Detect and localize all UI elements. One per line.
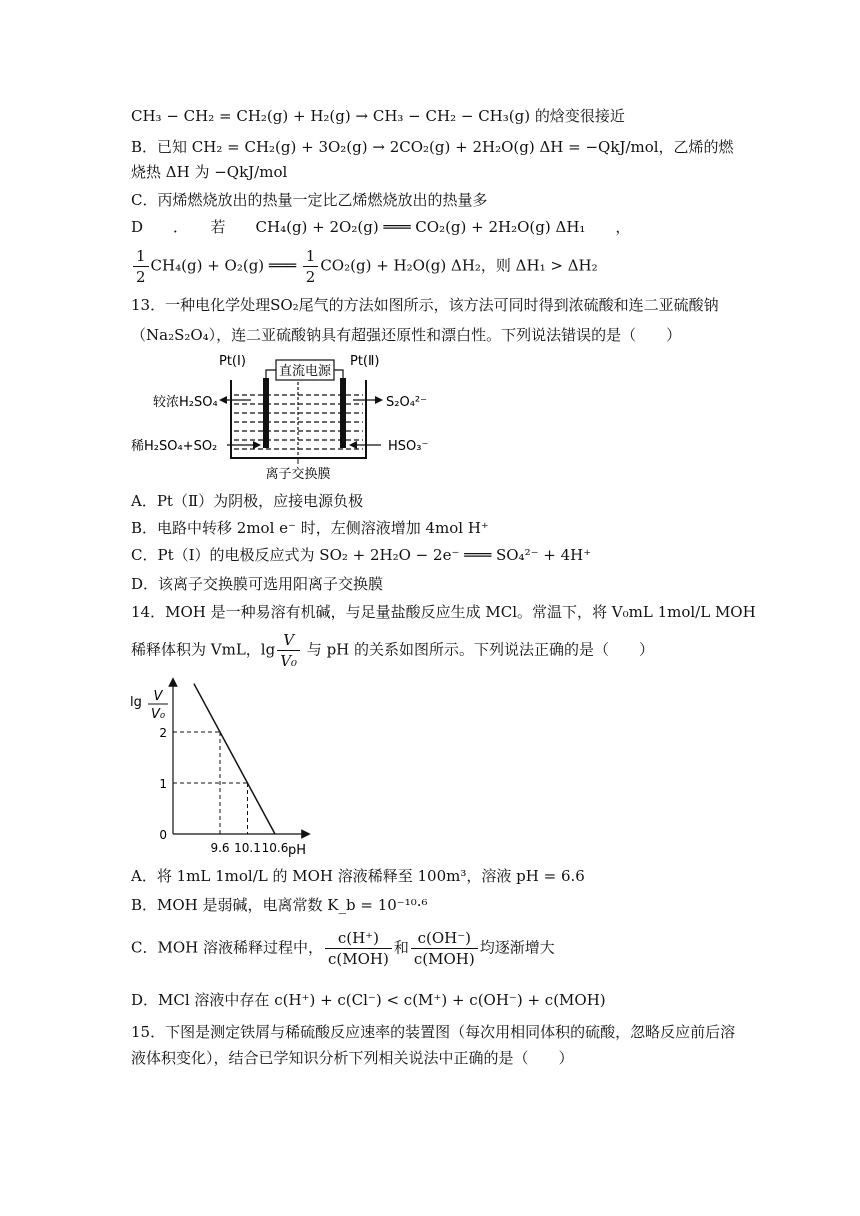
q12-option-b-line1: B．已知 CH₂ = CH₂(g) + 3O₂(g) → 2CO₂(g) + 2H₂O(g) ΔH = −QkJ/mol，乙烯的燃 <box>131 138 734 156</box>
svg-text:V₀: V₀ <box>150 707 166 722</box>
q13-stem-line2: （Na₂S₂O₄），连二亚硫酸钠具有超强还原性和漂白性。下列说法错误的是（ ） <box>131 326 682 344</box>
oh-over-moh-fraction: c(OH⁻) c(MOH) <box>411 928 478 969</box>
in-left-label: 稀H₂SO₄+SO₂ <box>131 439 218 454</box>
q14-option-b: B．MOH 是弱碱，电离常数 K_b = 10⁻¹⁰·⁶ <box>131 896 428 914</box>
x-tick-label: 10.1 <box>234 841 261 855</box>
q13-option-a: A．Pt（Ⅱ）为阴极，应接电源负极 <box>131 492 364 510</box>
membrane-label: 离子交换膜 <box>265 467 331 482</box>
out-left-label: 较浓H₂SO₄ <box>153 395 218 410</box>
svg-text:V: V <box>153 689 163 704</box>
q12-option-d-line2: $\frac{1}{2}$ CH₄(g) + O₂(g) ═══ $\frac{1}{2}$ CO₂(g) + H₂O(g) ΔH₂，则 ΔH₁ > ΔH₂ <box>131 246 598 287</box>
h-over-moh-fraction: c(H⁺) c(MOH) <box>325 928 392 969</box>
q13-option-c: C．Pt（Ⅰ）的电极反应式为 SO₂ + 2H₂O − 2e⁻ ═══ SO₄²⁻ + 4H⁺ <box>131 546 592 564</box>
q12-option-d-line1: D ． 若 CH₄(g) + 2O₂(g) ═══ CO₂(g) + 2H₂O(g) ΔH₁ ， <box>131 218 631 236</box>
q12-option-a-cont: CH₃ − CH₂ = CH₂(g) + H₂(g) → CH₃ − CH₂ − CH₃(g) 的焓变很接近 <box>131 107 625 125</box>
y-tick-label: 1 <box>159 777 167 791</box>
q14-option-c: C．MOH 溶液稀释过程中， c(H⁺) c(MOH) 和 c(OH⁻) c(MOH) 均逐渐增大 <box>131 929 555 968</box>
q14-stem-line2: 稀释体积为 VmL，lg $\frac{V}{\text{V₀}}$ 与 pH 的关系如图所示。下列说法正确的是（ ） <box>131 631 655 670</box>
svg-text:lg: lg <box>130 695 142 710</box>
half-fraction: $\frac{1}{2}$ <box>303 246 319 287</box>
y-axis-label <box>130 689 168 722</box>
q14-option-a: A．将 1mL 1mol/L 的 MOH 溶液稀释至 100m³，溶液 pH = 6.6 <box>131 867 585 885</box>
dc-power-label: 直流电源 <box>278 364 332 379</box>
out-right-label: S₂O₄²⁻ <box>386 395 427 410</box>
series-line <box>194 684 275 834</box>
y-tick-label: 2 <box>159 726 167 740</box>
pt1-label: Pt(Ⅰ) <box>219 354 246 369</box>
electrolysis-figure <box>131 350 441 485</box>
pt2-label: Pt(Ⅱ) <box>350 354 380 369</box>
q15-stem-line2: 液体积变化），结合已学知识分析下列相关说法中正确的是（ ） <box>131 1049 574 1067</box>
in-right-label: HSO₃⁻ <box>388 439 429 454</box>
half-fraction: $\frac{1}{2}$ <box>133 246 149 287</box>
q13-option-b: B．电路中转移 2mol e⁻ 时，左侧溶液增加 4mol H⁺ <box>131 519 489 537</box>
pt1-electrode <box>263 378 269 448</box>
q14-option-d: D．MCl 溶液中存在 c(H⁺) + c(Cl⁻) < c(M⁺) + c(OH⁻) + c(MOH) <box>131 991 606 1009</box>
pt2-electrode <box>340 378 346 448</box>
x-axis-label: pH <box>287 843 306 858</box>
q13-stem-line1: 13．一种电化学处理SO₂尾气的方法如图所示，该方法可同时得到浓硫酸和连二亚硫酸钠 <box>131 296 719 314</box>
x-tick-label: 10.6 <box>261 841 289 855</box>
y-tick-label: 0 <box>159 828 167 842</box>
v-over-v0-fraction: $\frac{V}{\text{V₀}}$ <box>277 630 300 671</box>
q12-option-c: C．丙烯燃烧放出的热量一定比乙烯燃烧放出的热量多 <box>131 191 488 209</box>
ph-chart <box>128 676 328 858</box>
q12-option-b-line2: 烧热 ΔH 为 −QkJ/mol <box>131 163 288 181</box>
q14-stem-line1: 14．MOH 是一种易溶有机碱，与足量盐酸反应生成 MCl。常温下，将 V₀mL 1mol/L MOH <box>131 603 756 621</box>
x-tick-label: 9.6 <box>210 841 230 855</box>
q13-option-d: D．该离子交换膜可选用阳离子交换膜 <box>131 575 384 593</box>
q15-stem-line1: 15．下图是测定铁屑与稀硫酸反应速率的装置图（每次用相同体积的硫酸，忽略反应前后溶 <box>131 1023 736 1041</box>
